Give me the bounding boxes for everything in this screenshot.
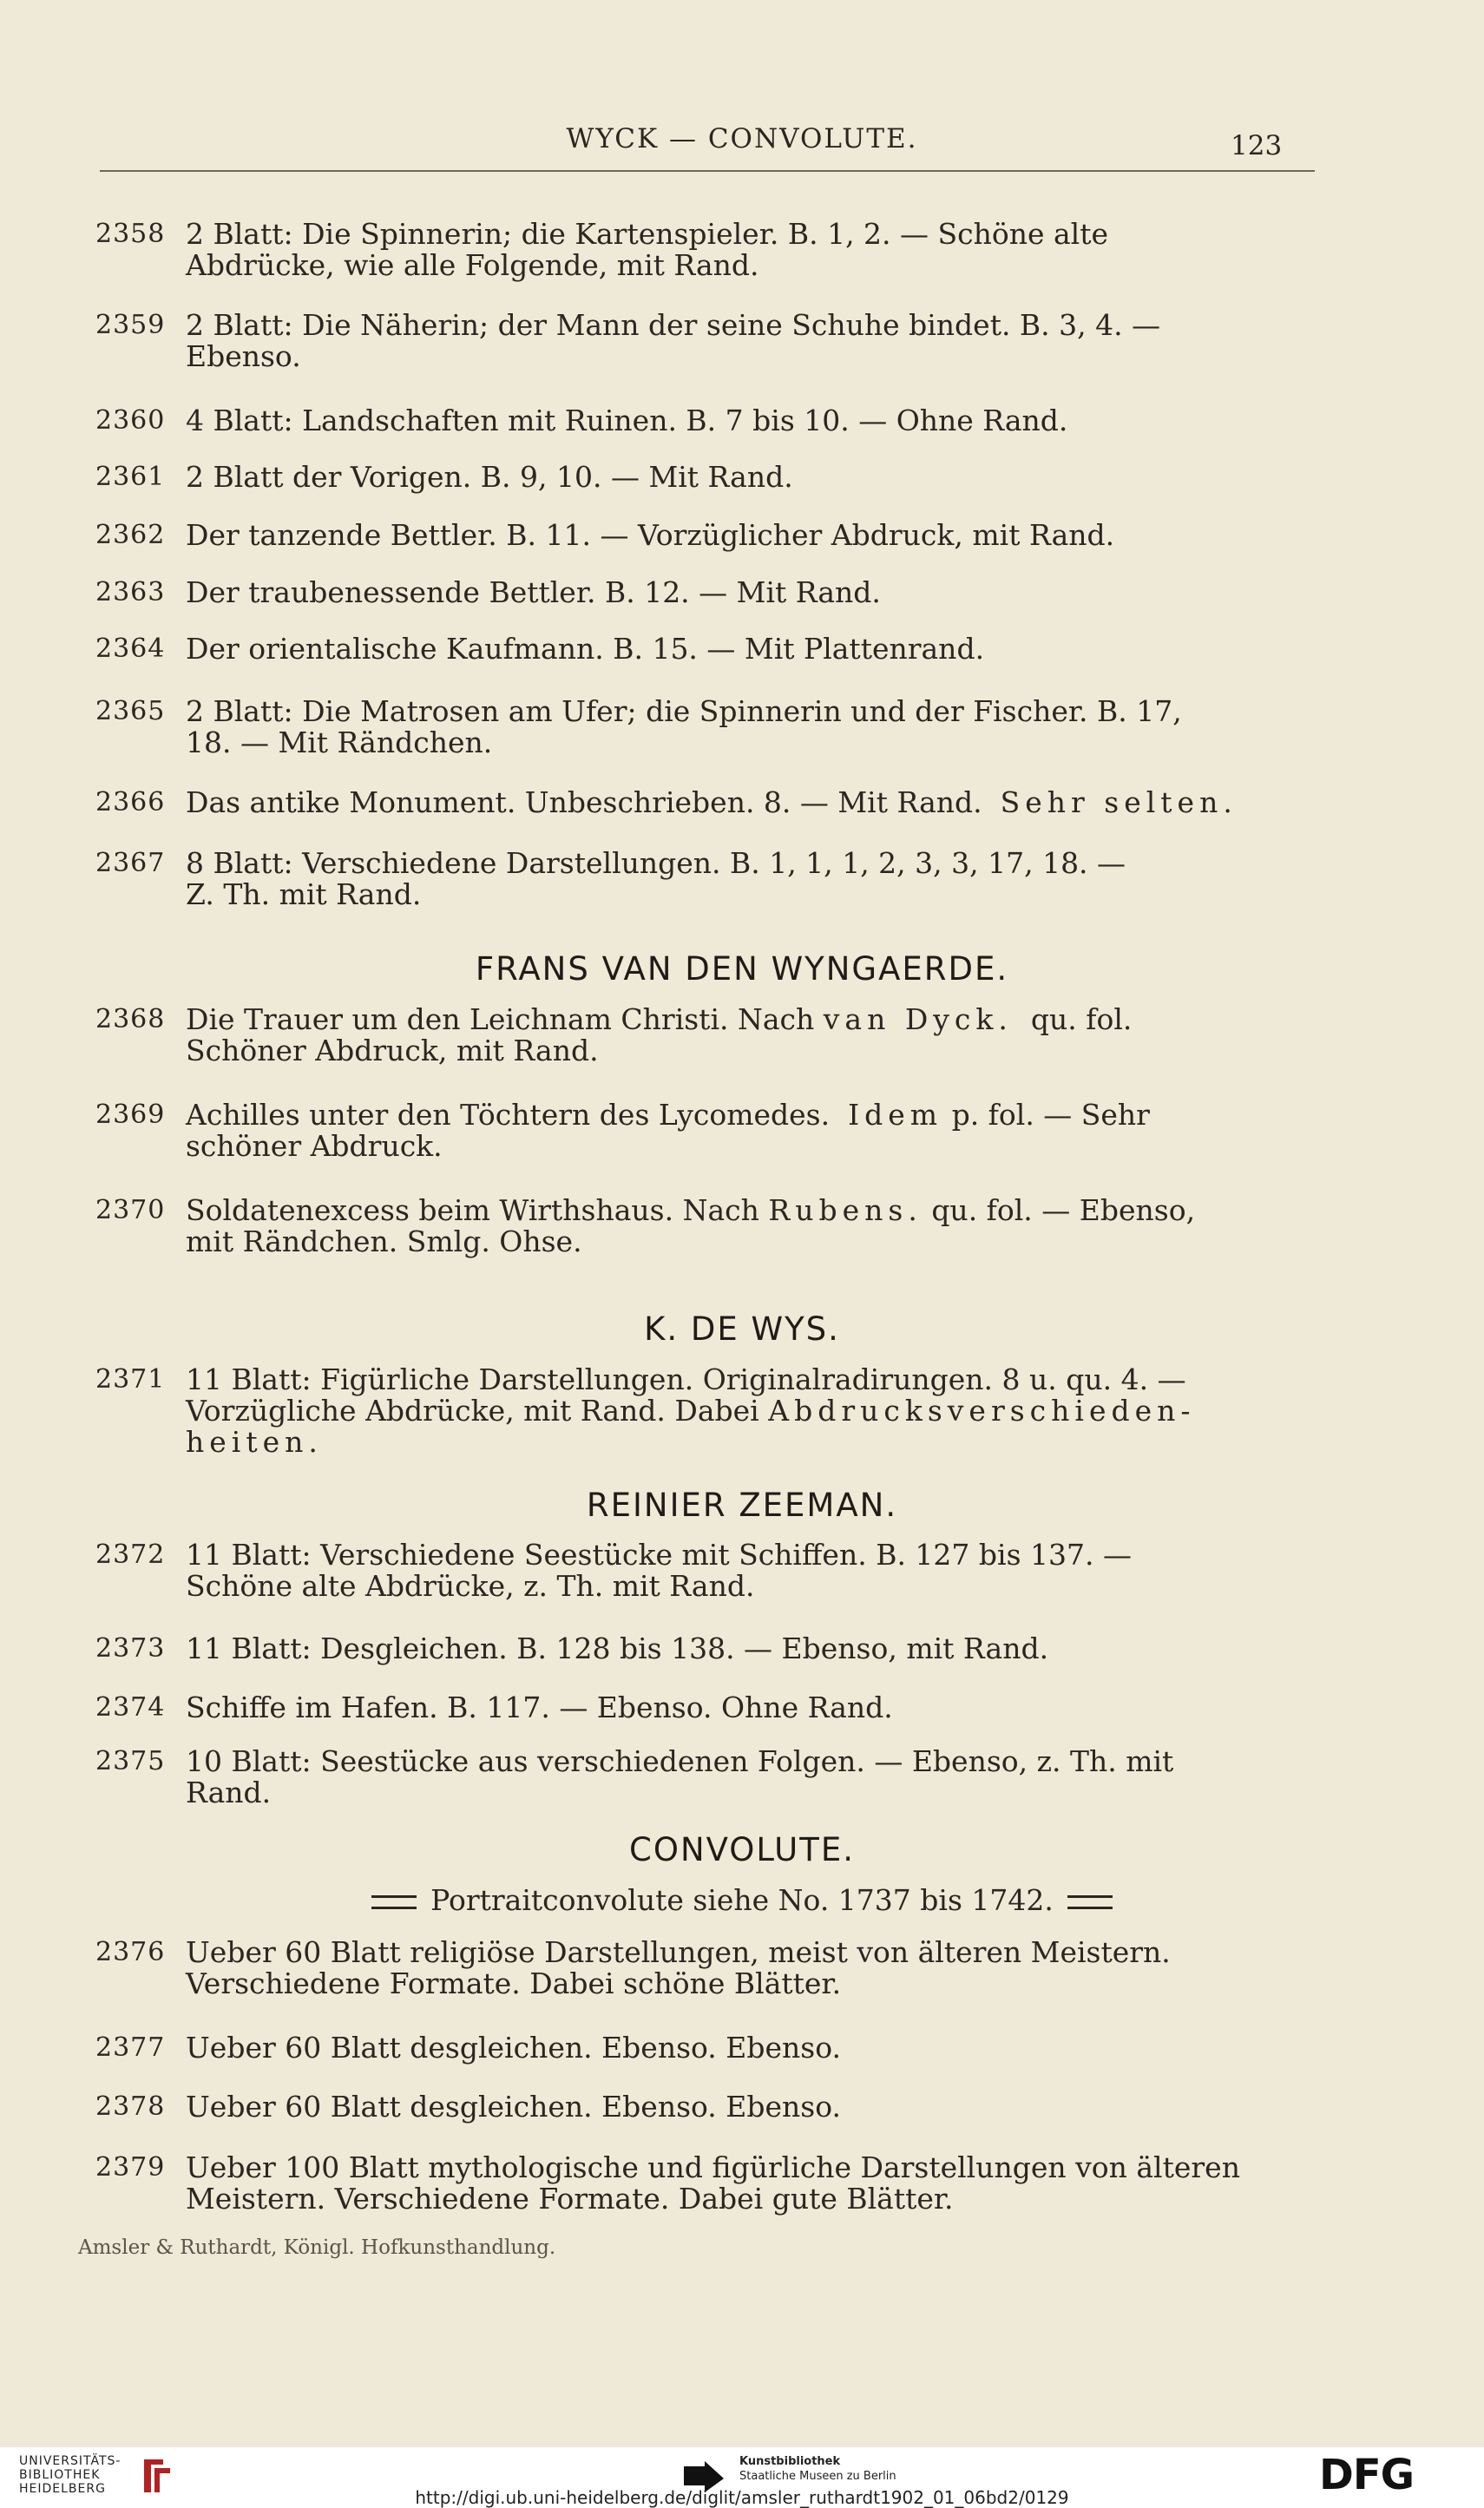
entry-number: 2362 [95, 520, 166, 550]
entry-number: 2371 [95, 1364, 166, 1395]
entry-text: Ueber 60 Blatt desgleichen. Ebenso. Ebenso. [186, 2090, 841, 2124]
section-heading: CONVOLUTE. [628, 1831, 855, 1868]
entry-text: schöner Abdruck. [186, 1129, 443, 1163]
entry-text: Ueber 60 Blatt religiöse Darstellungen, meist von älteren Meistern. [186, 1935, 1171, 1969]
catalog-entry [95, 1691, 1276, 1725]
entry-spaced-text: van Dyck. [823, 1002, 1013, 1036]
catalog-entry [95, 694, 1276, 760]
entry-number: 2360 [95, 405, 166, 436]
entry-text: Abdrücke, wie alle Folgende, mit Rand. [186, 248, 759, 282]
entry-number: 2373 [95, 1633, 166, 1664]
entry-text: Achilles unter den Töchtern des Lycomedes. [186, 1098, 831, 1132]
entry-number: 2372 [95, 1540, 166, 1570]
catalog-entry [95, 632, 1276, 666]
library-name-line: BIBLIOTHEK [19, 2468, 101, 2482]
catalog-entry [95, 404, 1276, 438]
entry-text: 10 Blatt: Seestücke aus verschiedenen Folgen. — Ebenso, z. Th. mit [186, 1744, 1174, 1778]
entry-text: Verschiedene Formate. Dabei schöne Blätter. [186, 1966, 842, 2000]
entry-text: qu. fol. [1030, 1002, 1133, 1036]
catalog-entry [95, 308, 1276, 374]
entry-text: Die Trauer um den Leichnam Christi. Nach [186, 1002, 815, 1036]
catalog-entry [95, 1193, 1276, 1259]
entry-text: Der traubenessende Bettler. B. 12. — Mit Rand. [186, 575, 881, 609]
entry-text: Z. Th. mit Rand. [186, 877, 422, 911]
entry-number: 2379 [95, 2152, 166, 2183]
entry-text: 8 Blatt: Verschiedene Darstellungen. B. 1, 1, 1, 2, 3, 3, 17, 18. — [186, 846, 1126, 880]
entry-number: 2377 [95, 2032, 166, 2063]
entry-number: 2369 [95, 1100, 166, 1130]
note-text: Portraitconvolute siehe No. 1737 bis 1742. [430, 1883, 1054, 1917]
library-name-line: UNIVERSITÄTS- [19, 2454, 121, 2468]
catalog-entry [95, 1538, 1276, 1604]
entry-text: Meistern. Verschiedene Formate. Dabei gute Blätter. [186, 2182, 954, 2216]
entry-number: 2368 [95, 1004, 166, 1034]
entry-spaced-text: Sehr selten. [1000, 785, 1238, 819]
entry-text: Soldatenexcess beim Wirthshaus. Nach [186, 1193, 759, 1227]
catalog-entry [95, 1935, 1276, 2001]
entry-spaced-text: heiten. [186, 1425, 323, 1459]
entry-text: 2 Blatt: Die Spinnerin; die Kartenspieler. B. 1, 2. — Schöne alte [186, 217, 1109, 251]
entry-text: Vorzügliche Abdrücke, mit Rand. Dabei [186, 1394, 759, 1428]
page-url[interactable]: http://digi.ub.uni-heidelberg.de/diglit/amsler_ruthardt1902_01_06bd2/0129 [415, 2487, 1069, 2508]
entry-number: 2367 [95, 848, 166, 878]
entry-text: p. fol. — Sehr [951, 1098, 1150, 1132]
catalog-entry [95, 575, 1276, 610]
catalog-entry [95, 785, 1276, 820]
entry-text: Das antike Monument. Unbeschrieben. 8. — Mit Rand. [186, 785, 982, 819]
entry-spaced-text: Abdrucksverschieden- [768, 1394, 1196, 1428]
entry-text: mit Rändchen. Smlg. Ohse. [186, 1224, 582, 1258]
catalog-entry [95, 1744, 1276, 1810]
entry-text: Rand. [186, 1776, 272, 1809]
entry-text: Schöne alte Abdrücke, z. Th. mit Rand. [186, 1569, 755, 1603]
catalog-entry [95, 1362, 1276, 1460]
entry-number: 2359 [95, 310, 166, 340]
header-rule [100, 170, 1315, 172]
entry-spaced-text: Rubens. [768, 1193, 923, 1227]
kunstbibliothek-label[interactable] [739, 2454, 896, 2484]
dfg-logo[interactable]: DFG [1319, 2451, 1415, 2499]
catalog-entry [95, 2090, 1276, 2124]
entry-text: Ueber 100 Blatt mythologische und figürliche Darstellungen von älteren [186, 2150, 1240, 2184]
catalog-entry [95, 217, 1276, 283]
catalog-entry [95, 2150, 1276, 2216]
section-heading: FRANS VAN DEN WYNGAERDE. [475, 950, 1009, 988]
entry-text: Ueber 60 Blatt desgleichen. Ebenso. Ebenso. [186, 2031, 841, 2065]
entry-number: 2378 [95, 2091, 166, 2122]
entry-number: 2376 [95, 1937, 166, 1967]
entry-number: 2375 [95, 1746, 166, 1776]
entry-number: 2361 [95, 462, 166, 492]
catalog-entry [95, 460, 1276, 495]
entry-number: 2364 [95, 634, 166, 664]
catalog-entry [95, 2031, 1276, 2065]
section-heading: K. DE WYS. [644, 1310, 840, 1348]
catalog-entry [95, 1098, 1276, 1164]
double-rule-left [371, 1895, 417, 1909]
library-name-line: HEIDELBERG [19, 2482, 106, 2496]
entry-text: 2 Blatt der Vorigen. B. 9, 10. — Mit Rand. [186, 460, 793, 494]
catalog-entry [95, 518, 1276, 553]
catalog-entry [95, 1632, 1276, 1666]
entry-number: 2374 [95, 1692, 166, 1723]
entry-text: 11 Blatt: Figürliche Darstellungen. Originalradirungen. 8 u. qu. 4. — [186, 1362, 1186, 1396]
entry-text: Der orientalische Kaufmann. B. 15. — Mit Plattenrand. [186, 632, 985, 666]
entry-number: 2358 [95, 219, 166, 249]
entry-spaced-text: Idem [848, 1098, 943, 1132]
entry-text: 4 Blatt: Landschaften mit Ruinen. B. 7 bis 10. — Ohne Rand. [186, 404, 1068, 437]
entry-text: 11 Blatt: Verschiedene Seestücke mit Schiffen. B. 127 bis 137. — [186, 1538, 1132, 1572]
double-rule-right [1067, 1895, 1113, 1909]
entry-number: 2365 [95, 696, 166, 726]
entry-number: 2366 [95, 787, 166, 817]
museen-name: Staatliche Museen zu Berlin [739, 2470, 896, 2483]
catalog-entry [95, 846, 1276, 912]
section-heading: REINIER ZEEMAN. [586, 1487, 898, 1524]
entry-number: 2370 [95, 1195, 166, 1225]
entry-text: Ebenso. [186, 339, 301, 373]
entry-text: 2 Blatt: Die Näherin; der Mann der seine Schuhe bindet. B. 3, 4. — [186, 308, 1161, 342]
viewer-footer [0, 2447, 1484, 2508]
running-header-title: WYCK — CONVOLUTE. [566, 123, 918, 154]
catalog-entry [95, 1002, 1276, 1068]
page-number: 123 [1231, 130, 1283, 161]
entry-text: Schöner Abdruck, mit Rand. [186, 1034, 599, 1067]
entry-text: Schiffe im Hafen. B. 117. — Ebenso. Ohne Rand. [186, 1691, 893, 1724]
entry-text: 18. — Mit Rändchen. [186, 725, 493, 759]
publisher-imprint: Amsler & Ruthardt, Königl. Hofkunsthandlung. [78, 2236, 556, 2259]
entry-text: 11 Blatt: Desgleichen. B. 128 bis 138. — Ebenso, mit Rand. [186, 1632, 1049, 1665]
kunstbibliothek-name: Kunstbibliothek [739, 2455, 841, 2468]
entry-number: 2363 [95, 577, 166, 607]
cross-reference-note [0, 1883, 1484, 1917]
entry-text: Der tanzende Bettler. B. 11. — Vorzüglicher Abdruck, mit Rand. [186, 518, 1115, 552]
entry-text: 2 Blatt: Die Matrosen am Ufer; die Spinnerin und der Fischer. B. 17, [186, 694, 1182, 728]
entry-text: qu. fol. — Ebenso, [931, 1193, 1196, 1227]
